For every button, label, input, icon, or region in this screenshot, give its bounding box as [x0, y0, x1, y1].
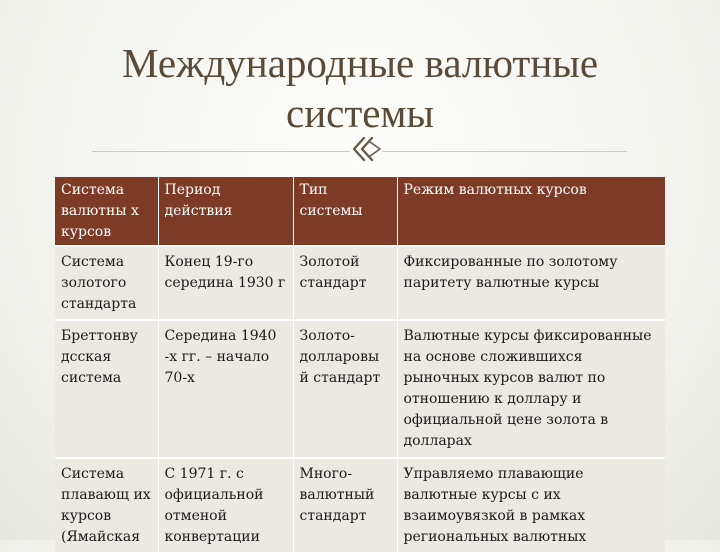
title-line-2: системы [286, 90, 434, 136]
table-row [55, 246, 665, 320]
header-regime: Режим валютных курсов [397, 177, 665, 246]
cell-regime: Валютные курсы фиксированные на основе сложившихся рыночных курсов валют по отношению к доллару и официальной цене золота в долларах [397, 320, 665, 458]
cell-regime: Управляемо плавающие валютные курсы с их взаимоувязкой в рамках региональных валютных [397, 458, 665, 552]
currency-systems-table [55, 177, 665, 552]
table-row [55, 320, 665, 458]
cell-system: Система золотого стандарта [55, 246, 158, 320]
cell-system: Бреттонву дсская система [55, 320, 158, 458]
table-row [55, 458, 665, 552]
slide-title [40, 38, 680, 138]
cell-type: Золотой стандарт [293, 246, 397, 320]
header-period: Период действия [158, 177, 293, 246]
cell-type: Много-валютный стандарт [293, 458, 397, 552]
title-divider-left [92, 151, 350, 152]
cell-period: С 1971 г. с официальной отменой конвертации [158, 458, 293, 552]
cell-regime: Фиксированные по золотому паритету валютные курсы [397, 246, 665, 320]
title-divider-right [382, 151, 627, 152]
header-type: Тип системы [293, 177, 397, 246]
header-system: Система валютны х курсов [55, 177, 158, 246]
cell-system: Система плавающ их курсов (Ямайская [55, 458, 158, 552]
cell-period: Конец 19-го середина 1930 г [158, 246, 293, 320]
table-header-row [55, 177, 665, 246]
double-chevron-ornament-icon [348, 134, 384, 164]
title-line-1: Международные валютные [121, 40, 599, 86]
cell-type: Золото-долларовы й стандарт [293, 320, 397, 458]
cell-period: Середина 1940 -х гг. – начало 70-х [158, 320, 293, 458]
